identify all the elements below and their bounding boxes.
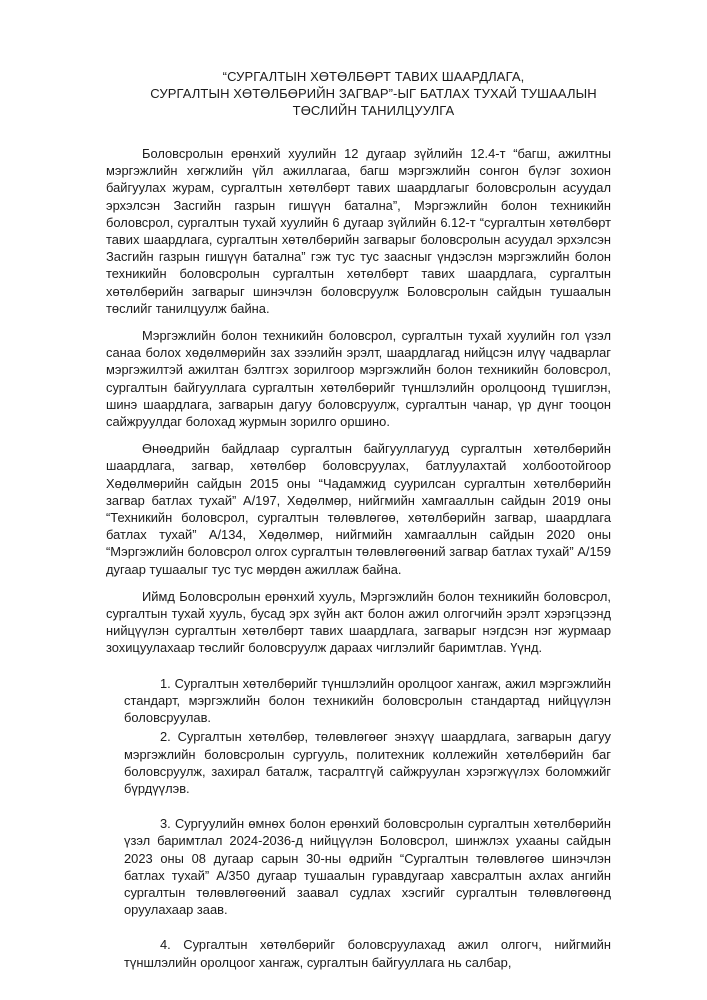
list-item-3: 3. Сургуулийн өмнөх болон ерөнхий боловсролын сургалтын хөтөлбөрийн үзэл баримтлал 2024-2036-д нийцүүлэн Боловсрол, шинжлэх ухааны сайдын 2023 оны 08 дугаар сарын 30-ны өдрийн “Сургалтын төлөвлөгөө шинэчлэн батлах тухай” А/350 дугаар тушаалын гуравдугаар хавсралтын ахлах ангийн сургалтын төлөвлөгөөний заавал судлах хэсгийг сургалтын төлөвлөгөөнд оруулахаар заав. xyxy=(124,816,611,918)
title-line-1: “СУРГАЛТЫН ХӨТӨЛБӨРТ ТАВИХ ШААРДЛАГА, xyxy=(222,69,525,84)
paragraph-principles-intro: Иймд Боловсролын ерөнхий хууль, Мэргэжлийн болон техникийн боловсрол, сургалтын тухай хууль, бусад эрх зүйн акт болон ажил олгогчийн эрэлт хэрэгцээнд нийцүүлэн сургалтын хөтөлбөрт тавих шаардлага, загварыг нэгдсэн нэг журмаар зохицуулахаар төслийг боловсруулж дараах чиглэлийг баримтлав. Үүнд. xyxy=(106,588,611,656)
paragraph-purpose: Мэргэжлийн болон техникийн боловсрол, сургалтын тухай хуулийн гол үзэл санаа болох хөдөлмөрийн зах зээлийн эрэлт, шаардлагад нийцсэн илүү чадварлаг мэргэжилтэй ажилтан бэлтгэх зорилгоор мэргэжлийн болон техникийн боловсрол, сургалтын байгууллага сургалтын хөтөлбөрийг түншлэлийн оролцоонд түшиглэн, шинэ шаардлага, загварын дагуу боловсруулж, сургалтын чанар, үр дүнг тооцон сайжруулдаг болохад журмын зорилго оршино. xyxy=(106,328,611,430)
list-item-2: 2. Сургалтын хөтөлбөр, төлөвлөгөөг энэхүү шаардлага, загварын дагуу мэргэжлийн боловсролын сургууль, политехник коллежийн хөтөлбөрийн баг боловсруулж, захирал баталж, тасралтгүй сайжруулан хэрэгжүүлэх боломжийг бүрдүүлэв. xyxy=(124,729,611,796)
paragraph-current-state: Өнөөдрийн байдлаар сургалтын байгууллагууд сургалтын хөтөлбөрийн шаардлага, загвар, хөтөлбөр боловсруулах, батлуулахтай холбоотойгоор Хөдөлмөрийн сайдын 2015 оны “Чадамжид суурилсан сургалтын хөтөлбөрийн загвар батлах тухай” А/197, Хөдөлмөр, нийгмийн хамгааллын сайдын 2019 оны “Техникийн боловсрол, сургалтын төлөвлөгөө, хөтөлбөрийн загвар, шаардлага батлах тухай” А/134, Хөдөлмөр, нийгмийн хамгааллын сайдын 2020 оны “Мэргэжлийн боловсрол олгох сургалтын төлөвлөгөөний загвар батлах тухай” А/159 дугаар тушаалыг тус тус мөрдөн ажиллаж байна. xyxy=(106,441,611,577)
document-title xyxy=(106,68,611,119)
paragraph-legal-basis: Боловсролын ерөнхий хуулийн 12 дугаар зүйлийн 12.4-т “багш, ажилтны мэргэжлийн хөгжлийн үйл ажиллагаа, багш мэргэжлийн сонгон бүлэг зохион байгуулах журам, сургалтын хөтөлбөрт тавих шаардлагыг боловсролын асуудал эрхэлсэн Засгийн газрын гишүүн батална”, Мэргэжлийн болон техникийн боловсрол, сургалтын тухай хуулийн 6 дугаар зүйлийн 6.12-т “сургалтын хөтөлбөрт тавих шаардлага, сургалтын хөтөлбөрийн загварыг боловсролын асуудал эрхэлсэн Засгийн газрын гишүүн батална” гэж тус тус заасныг үндэслэн мэргэжлийн болон техникийн боловсролын сургалтын хөтөлбөрт тавих шаардлага, сургалтын хөтөлбөрийн загварыг шинэчлэн боловсруулж Боловсролын сайдын тушаалын төслийг танилцуулж байна. xyxy=(106,146,611,316)
title-line-2: СУРГАЛТЫН ХӨТӨЛБӨРИЙН ЗАГВАР”-ЫГ БАТЛАХ ТУХАЙ ТУШААЛЫН xyxy=(150,86,597,101)
title-line-3: ТӨСЛИЙН ТАНИЛЦУУЛГА xyxy=(292,103,455,118)
list-item-4: 4. Сургалтын хөтөлбөрийг боловсруулахад ажил олгогч, нийгмийн түншлэлийн оролцоог хангаж, сургалтын байгууллага нь салбар, xyxy=(124,937,611,970)
list-item-1: 1. Сургалтын хөтөлбөрийг түншлэлийн оролцоог хангаж, ажил мэргэжлийн стандарт, мэргэжлийн болон техникийн боловсролын стандартад нийцүүлэн боловсруулав. xyxy=(124,675,611,726)
